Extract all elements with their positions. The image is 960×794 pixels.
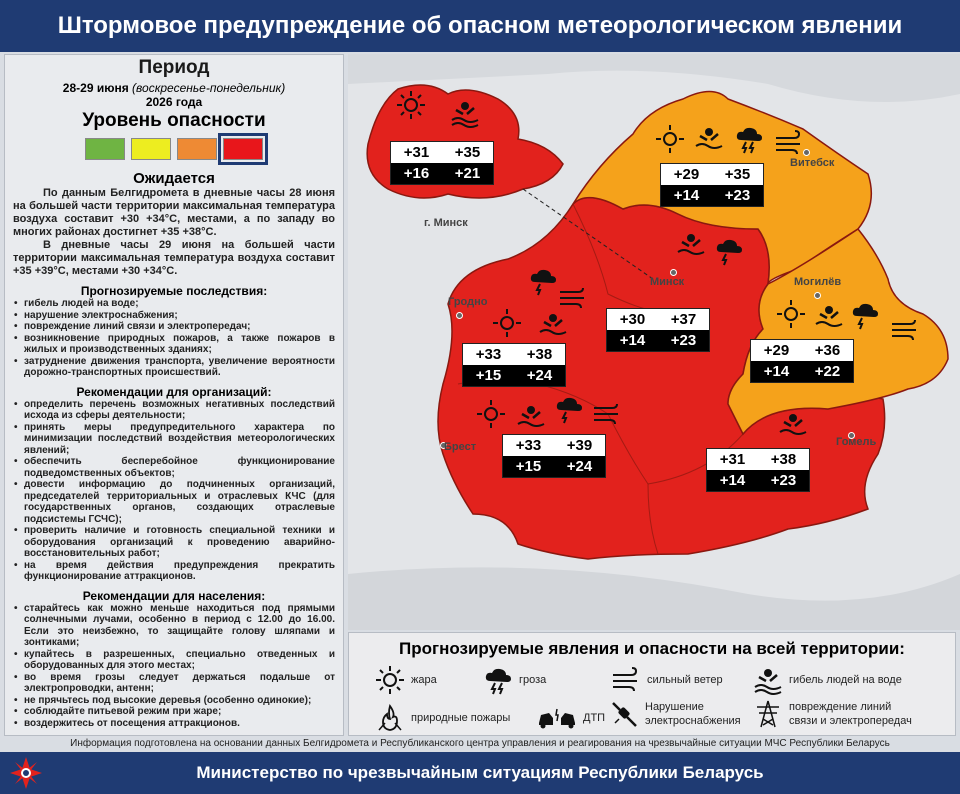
fire-icon [375,703,405,733]
danger-level-box [131,138,171,160]
sun-icon [776,299,806,329]
danger-level-box [85,138,125,160]
temp-day-min: +33 [515,437,542,454]
storm-cloud-icon [483,665,513,695]
drowning-icon [676,230,706,260]
ministry-name: Министерство по чрезвычайным ситуациям Республики Беларусь [196,763,764,782]
temp-day-max: +38 [526,346,553,363]
danger-level-box [177,138,217,160]
temp-night-min: +16 [403,165,430,182]
temp-night-max: +24 [566,458,593,475]
temp-box-vitebsk [660,163,764,207]
legend-label: связи и электропередач [789,715,912,727]
temp-night-max: +23 [770,472,797,489]
temp-box-minsk-city [390,141,494,185]
danger-level-box [223,138,263,160]
temp-night-min: +14 [719,472,746,489]
sun-icon [396,90,426,120]
consequences-list [13,298,335,379]
list-item: • на время действия предупреждения прекратить функционирование аттракционов. [13,560,335,583]
car-crash-icon [537,703,577,733]
storm-cloud-icon [734,124,764,154]
legend-label: гроза [519,674,547,686]
wind-icon [592,398,622,428]
legend-item-heat [375,665,437,695]
legend-title: Прогнозируемые явления и опасности на всей территории: [399,639,905,658]
temp-night-min: +14 [619,332,646,349]
list-item: • принять меры предупредительного характера по минимизации последствий воздействия метеорологических явлений; [13,422,335,457]
city-dot-minsk [670,269,677,276]
temp-box-minsk [606,308,710,352]
list-item: • купайтесь в разрешенных, специально отведенных и оборудованных для этого местах; [13,649,335,672]
temp-night-max: +23 [670,332,697,349]
city-label-minsk-city: г. Минск [424,217,468,229]
city-label-grodno: Гродно [448,296,488,308]
storm-cloud-icon [714,236,744,266]
temp-day-max: +36 [814,342,841,359]
org-recs-list [13,399,335,583]
city-label-minsk: Минск [650,276,685,288]
city-label-vitebsk: Витебск [790,157,835,169]
period-title: Период [138,57,210,78]
temp-day-max: +38 [770,451,797,468]
temp-day-min: +30 [619,311,646,328]
period-weekdays: (воскресенье-понедельник) [132,81,286,95]
temp-day-max: +39 [566,437,593,454]
temp-night-max: +21 [454,165,481,182]
temp-night-min: +14 [673,187,700,204]
plug-icon [609,699,639,729]
legend-item-accident [537,703,605,733]
drowning-icon [516,402,546,432]
drowning-icon [450,98,480,128]
pop-recs-title: Рекомендации для населения: [82,588,266,603]
list-item: • проверить наличие и готовность специальной техники и оборудования организаций к проведению аварийно-восстановительных работ; [13,525,335,560]
drowning-icon [753,665,783,695]
wind-icon [890,314,920,344]
period-year: 2026 года [145,95,203,109]
list-item: • довести информацию до подчиненных организаций, председателей территориальных и отраслевых КЧС (для государственных органов, создающих отраслевые подсистемы ГСЧС); [13,479,335,525]
temp-day-max: +37 [670,311,697,328]
temp-night-min: +15 [515,458,542,475]
city-label-brest: Брест [444,441,477,453]
list-item: • повреждение линий связи и электропередач; [13,321,335,333]
storm-cloud-icon [554,394,584,424]
temp-night-min: +15 [475,367,502,384]
expected-paragraph: По данным Белгидромета в дневные часы 28 июня на большей части территории максимальная температура воздуха составит +30 +34°С, местами, а по западу во многих районах достигнет +35 +38°С. [13,187,335,238]
temp-day-max: +35 [724,166,751,183]
legend-item-power [609,699,741,729]
hazard-legend [348,632,956,736]
source-note: Информация подготовлена на основании данных Белгидромета и Республиканского центра управления и реагирования на чрезвычайные ситуации МЧС Республики Беларусь [70,738,890,749]
legend-item-wind [611,665,723,695]
temp-box-brest [502,434,606,478]
temp-day-min: +31 [719,451,746,468]
warning-map [348,54,960,630]
temp-day-max: +35 [454,144,481,161]
org-recs-title: Рекомендации для организаций: [76,384,272,399]
list-item: • нарушение электроснабжения; [13,310,335,322]
city-dot-vitebsk [803,149,810,156]
legend-label: природные пожары [411,712,511,724]
drowning-icon [814,302,844,332]
list-item: • соблюдайте питьевой режим при жаре; [13,706,335,718]
power-tower-icon [753,699,783,729]
city-dot-grodno [456,312,463,319]
pop-recs-list [13,603,335,730]
consequences-title: Прогнозируемые последствия: [80,284,268,298]
list-item: • обеспечить бесперебойное функционирование подведомственных объектов; [13,456,335,479]
mchs-emblem-icon [8,755,44,791]
list-item: • возникновение природных пожаров, а также пожаров в жилых и производственных зданиях; [13,333,335,356]
wind-icon [774,128,804,158]
temp-day-min: +33 [475,346,502,363]
temp-day-min: +29 [673,166,700,183]
temp-box-gomel [706,448,810,492]
temp-day-min: +29 [763,342,790,359]
legend-label: сильный ветер [647,674,723,686]
legend-item-fire [375,703,510,733]
storm-cloud-icon [528,266,558,296]
list-item: • во время грозы следует держаться подальше от электропроводки, антенн; [13,672,335,695]
expected-paragraph: В дневные часы 29 июня на большей части территории максимальная температура воздуха составит +35 +39°С, местами +30 +34°С. [13,239,335,277]
list-item: • затруднение движения транспорта, увеличение вероятности дорожно-транспортных происшествий. [13,356,335,379]
sun-icon [655,124,685,154]
storm-cloud-icon [850,300,880,330]
temp-box-grodno [462,343,566,387]
legend-item-drowning [753,665,902,695]
drowning-icon [694,124,724,154]
period-dates [13,81,335,95]
temp-night-max: +24 [526,367,553,384]
legend-label: ДТП [583,712,606,724]
temp-box-mogilev [750,339,854,383]
legend-label: жара [411,674,437,686]
period-date-range: 28-29 июня [62,81,129,95]
footer-bar [0,752,960,794]
temp-night-max: +23 [724,187,751,204]
list-item: • старайтесь как можно меньше находиться под прямыми солнечными лучами, особенно в период с 12.00 до 16.00. Если это неизбежно, то защищайте голову шляпами и зонтиками; [13,603,335,649]
temp-night-min: +14 [763,363,790,380]
drowning-icon [538,310,568,340]
list-item: • определить перечень возможных негативных последствий исхода из сферы деятельности; [13,399,335,422]
expected-title: Ожидается [133,170,215,187]
legend-label: Нарушение [645,701,704,713]
list-item: • не прячьтесь под высокие деревья (особенно одинокие); [13,695,335,707]
legend-label: гибель людей на воде [789,674,902,686]
city-label-mogilev: Могилёв [794,276,842,288]
legend-item-storm [483,665,546,695]
danger-level-title: Уровень опасности [82,110,266,131]
page-title: Штормовое предупреждение об опасном метеорологическом явлении [0,0,960,52]
sun-icon [492,308,522,338]
city-label-gomel: Гомель [836,436,877,448]
list-item: • гибель людей на воде; [13,298,335,310]
temp-night-max: +22 [814,363,841,380]
list-item: • воздержитесь от посещения аттракционов. [13,718,335,730]
city-dot-mogilev [814,292,821,299]
sun-icon [476,399,506,429]
info-panel [4,54,344,736]
legend-label: электроснабжения [645,715,741,727]
temp-day-min: +31 [403,144,430,161]
sun-icon [375,665,405,695]
wind-icon [558,282,588,312]
danger-level-scale [13,138,335,160]
drowning-icon [778,410,808,440]
wind-icon [611,665,641,695]
legend-label: повреждение линий [789,701,892,713]
legend-item-communication [753,699,912,729]
